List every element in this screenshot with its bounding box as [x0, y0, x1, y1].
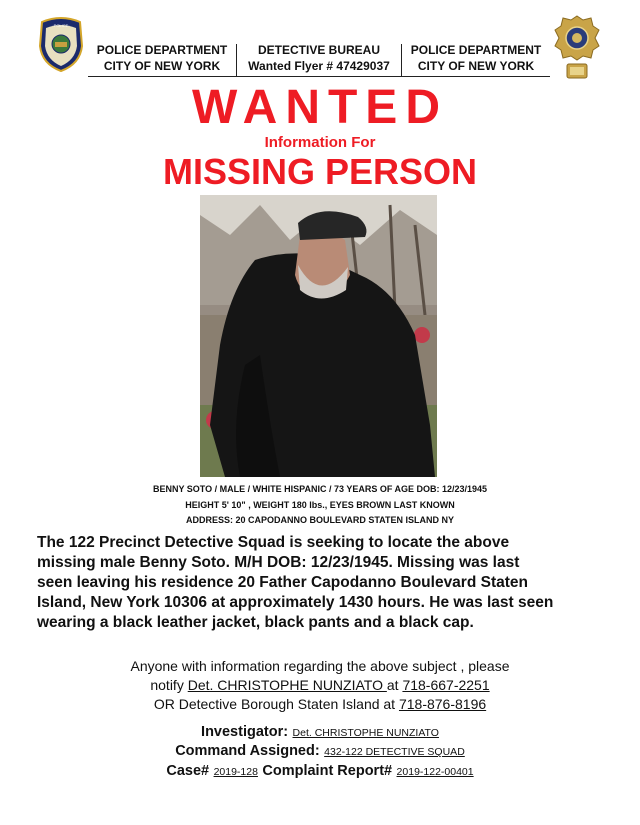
- header-center-line2: Wanted Flyer # 47429037: [248, 59, 390, 73]
- information-for-label: Information For: [264, 134, 376, 151]
- case-number-label: Case#: [166, 763, 210, 779]
- description-line: The 122 Precinct Detective Squad is seeking to locate the above: [37, 534, 510, 551]
- contact-line: Anyone with information regarding the above subject , please: [130, 658, 510, 674]
- contact-alternate-line: [0, 695, 640, 713]
- alternate-contact-label: OR Detective Borough Staten Island at: [153, 696, 396, 712]
- person-photo: [200, 195, 437, 477]
- description-line: seen leaving his residence 20 Father Capodanno Boulevard Staten: [37, 574, 528, 591]
- header-right-block: [402, 42, 550, 74]
- header-right-line1: POLICE DEPARTMENT: [410, 43, 542, 57]
- nypd-patch-icon: [38, 16, 84, 72]
- missing-person-heading: MISSING PERSON: [162, 151, 478, 192]
- header-left-line2: CITY OF NEW YORK: [103, 59, 221, 73]
- phone-number-primary: 718-667-2251: [402, 677, 490, 693]
- header-center-block: [237, 42, 401, 74]
- case-description: [37, 533, 617, 633]
- header-left-line1: POLICE DEPARTMENT: [96, 43, 228, 57]
- contact-notify-line: [0, 676, 640, 694]
- svg-text:POLICE: POLICE: [53, 23, 69, 28]
- wanted-heading: WANTED: [192, 81, 448, 134]
- caption-line: BENNY SOTO / MALE / WHITE HISPANIC / 73 YEARS OF AGE DOB: 12/23/1945: [152, 484, 488, 494]
- header-center-line1: DETECTIVE BUREAU: [257, 43, 380, 57]
- header-left-block: [88, 42, 236, 74]
- header-right-line2: CITY OF NEW YORK: [417, 59, 535, 73]
- case-row: [0, 762, 640, 780]
- detective-name: Det. CHRISTOPHE NUNZIATO: [187, 677, 387, 693]
- notify-label: notify: [150, 677, 184, 693]
- investigator-value: Det. CHRISTOPHE NUNZIATO: [292, 727, 439, 739]
- command-label: Command Assigned:: [175, 743, 320, 759]
- caption-line: ADDRESS: 20 CAPODANNO BOULEVARD STATEN ISLAND NY: [185, 515, 455, 525]
- header-rule: [88, 76, 550, 77]
- caption-line: HEIGHT 5' 10" , WEIGHT 180 lbs., EYES BROWN LAST KNOWN: [185, 500, 455, 510]
- command-row: [0, 742, 640, 760]
- description-line: Island, New York 10306 at approximately 1430 hours. He was last seen: [37, 594, 554, 611]
- flyer-header: [0, 12, 640, 82]
- investigator-row: [0, 723, 640, 741]
- command-value: 432-122 DETECTIVE SQUAD: [324, 746, 465, 758]
- at-label: at: [386, 677, 399, 693]
- description-line: wearing a black leather jacket, black pants and a black cap.: [37, 614, 474, 631]
- investigator-label: Investigator:: [201, 724, 289, 740]
- complaint-report-label: Complaint Report#: [262, 763, 393, 779]
- case-number-value: 2019-128: [213, 766, 258, 778]
- complaint-report-value: 2019-122-00401: [396, 766, 474, 778]
- nypd-shield-badge-icon: [553, 14, 601, 82]
- description-line: missing male Benny Soto. M/H DOB: 12/23/1945. Missing was last: [37, 554, 520, 571]
- phone-number-alternate: 718-876-8196: [398, 696, 487, 712]
